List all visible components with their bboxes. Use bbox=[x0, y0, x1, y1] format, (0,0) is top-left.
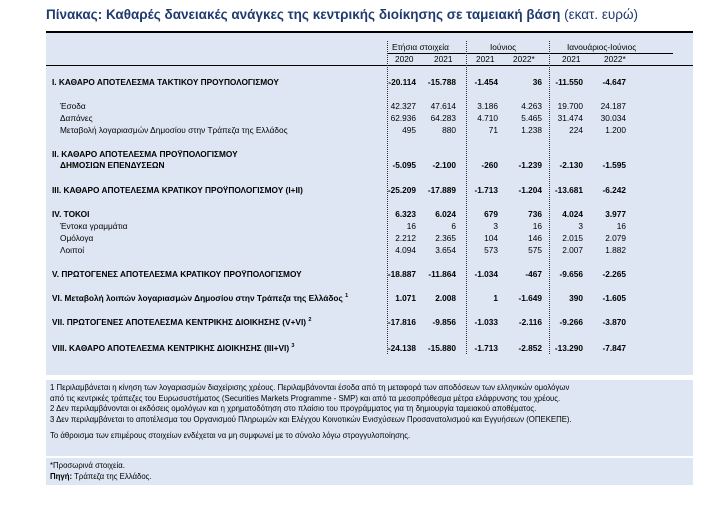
row-label bbox=[52, 209, 89, 219]
row-label-text: Έσοδα bbox=[60, 101, 86, 111]
table-cell: -1.033 bbox=[474, 317, 498, 327]
table-cell: 6.024 bbox=[435, 209, 456, 219]
table-cell: 19.700 bbox=[557, 101, 583, 111]
row-label-text: IV. ΤΟΚΟΙ bbox=[52, 209, 90, 219]
table-cell: -15.788 bbox=[427, 77, 456, 87]
table-cell: 224 bbox=[569, 125, 583, 135]
header-group-annual: Ετήσια στοιχεία bbox=[392, 42, 449, 52]
table-cell: -1.713 bbox=[474, 185, 498, 195]
table-cell: 16 bbox=[532, 221, 542, 231]
table-cell: -6.242 bbox=[602, 185, 626, 195]
table-cell: 64.283 bbox=[430, 113, 456, 123]
col-header: 2021 bbox=[476, 54, 495, 64]
table-cell: 36 bbox=[532, 77, 542, 87]
table-cell: 71 bbox=[488, 125, 498, 135]
table-cell: -3.870 bbox=[602, 317, 626, 327]
table-cell: -9.856 bbox=[432, 317, 456, 327]
table-cell: 573 bbox=[484, 245, 498, 255]
table-cell: -20.114 bbox=[388, 77, 416, 87]
footnotes bbox=[46, 380, 693, 456]
header-group-janjun: Ιανουάριος-Ιούνιος bbox=[567, 42, 637, 52]
table-cell: -17.889 bbox=[427, 185, 456, 195]
footnote-1b: από τις κεντρικές τράπεζες του Ευρωσυστήματος (Securities Markets Programme - SMP) και από τα μεσοπρόθεσμα μέτρα ελάφρυνσης του χρέους. bbox=[50, 393, 561, 403]
table-cell: 4.710 bbox=[477, 113, 498, 123]
table-cell: 6 bbox=[451, 221, 456, 231]
row-label-text: Λοιποί bbox=[60, 245, 85, 255]
table-cell: -1.605 bbox=[602, 293, 626, 303]
row-label-text: Ομόλογα bbox=[60, 233, 94, 243]
row-label bbox=[60, 221, 128, 231]
table-cell: 30.034 bbox=[600, 113, 626, 123]
row-label-text: VI. Μεταβολή λοιπών λογαριασμών Δημοσίου στην Τράπεζα της Ελλάδος bbox=[52, 293, 343, 303]
table-cell: -1.204 bbox=[518, 185, 542, 195]
table-cell: 16 bbox=[616, 221, 626, 231]
table-cell: 1 bbox=[493, 293, 498, 303]
rounding-note: Το άθροισμα των επιμέρους στοιχείων ενδέχεται να μη συμφωνεί με το σύνολο λόγω στρογγυλοποίησης. bbox=[50, 431, 411, 441]
footnote-1a: 1 Περιλαμβάνεται η κίνηση των λογαριασμών διαχείρισης χρέους. Περιλαμβάνονται έσοδα από τη μεταφορά των αποδόσεων των ελληνικών ομολόγων bbox=[50, 383, 570, 392]
title-text: Πίνακας: Καθαρές δανειακές ανάγκες της κεντρικής διοίκησης σε ταμειακή βάση bbox=[46, 7, 561, 22]
table-cell: 575 bbox=[528, 245, 542, 255]
footnote-ref: 3 bbox=[291, 343, 295, 350]
table-cell: 1.071 bbox=[395, 293, 416, 303]
table-cell: 1.200 bbox=[605, 125, 626, 135]
row-label-text: Μεταβολή λογαριασμών Δημοσίου στην Τράπεζα της Ελλάδος bbox=[60, 125, 288, 135]
table-cell: 2.365 bbox=[435, 233, 456, 243]
col-header: 2021 bbox=[434, 54, 453, 64]
table-cell: 2.007 bbox=[562, 245, 583, 255]
column-separator bbox=[549, 41, 551, 354]
table-cell: -1.034 bbox=[474, 269, 498, 279]
table-cell: 679 bbox=[484, 209, 498, 219]
table-cell: 47.614 bbox=[430, 101, 456, 111]
row-label bbox=[60, 233, 93, 243]
table-cell: -1.454 bbox=[474, 77, 498, 87]
table-cell: -2.265 bbox=[602, 269, 626, 279]
table-cell: 4.094 bbox=[395, 245, 416, 255]
table-cell: 880 bbox=[442, 125, 456, 135]
table-cell: 495 bbox=[402, 125, 416, 135]
table-cell: -5.095 bbox=[392, 160, 416, 170]
table-cell: -467 bbox=[525, 269, 542, 279]
table-cell: -260 bbox=[481, 160, 498, 170]
table-cell: -13.290 bbox=[554, 343, 583, 353]
table-panel bbox=[46, 31, 693, 375]
row-label-text: Έντοκα γραμμάτια bbox=[60, 221, 128, 231]
row-label-text: II. ΚΑΘΑΡΟ ΑΠΟΤΕΛΕΣΜΑ ΠΡΟΫΠΟΛΟΓΙΣΜΟΥ bbox=[52, 149, 238, 159]
table-cell: 4.024 bbox=[562, 209, 583, 219]
row-label bbox=[60, 245, 84, 255]
table-cell: -24.138 bbox=[387, 343, 416, 353]
row-label-text: Δαπάνες bbox=[60, 113, 93, 123]
source-line bbox=[46, 471, 693, 482]
table-cell: -25.209 bbox=[387, 185, 416, 195]
table-cell: -2.130 bbox=[559, 160, 583, 170]
table-cell: 104 bbox=[484, 233, 498, 243]
col-header: 2022* bbox=[604, 54, 626, 64]
table-cell: -1.713 bbox=[474, 343, 498, 353]
column-separator bbox=[466, 41, 468, 354]
table-title bbox=[46, 7, 638, 22]
row-label bbox=[60, 125, 288, 135]
table-cell: -15.880 bbox=[427, 343, 456, 353]
table-cell: 3.977 bbox=[605, 209, 626, 219]
row-label bbox=[60, 113, 93, 123]
row-label bbox=[52, 293, 348, 303]
table-cell: 1.238 bbox=[521, 125, 542, 135]
table-cell: 3.186 bbox=[477, 101, 498, 111]
table-cell: 3.654 bbox=[435, 245, 456, 255]
table-cell: 3 bbox=[578, 221, 583, 231]
table-cell: -11.864 bbox=[428, 269, 456, 279]
row-label bbox=[52, 77, 279, 87]
source-label: Πηγή: bbox=[50, 472, 73, 481]
table-cell: 16 bbox=[406, 221, 416, 231]
col-header: 2021 bbox=[562, 54, 581, 64]
table-cell: 42.327 bbox=[390, 101, 416, 111]
table-cell: -18.887 bbox=[387, 269, 416, 279]
table-cell: 4.263 bbox=[521, 101, 542, 111]
footnote-ref: 1 bbox=[345, 293, 349, 300]
table-cell: -4.647 bbox=[602, 77, 626, 87]
row-label bbox=[52, 149, 238, 159]
row-label-continued: ΔΗΜΟΣΙΩΝ ΕΠΕΝΔΥΣΕΩΝ bbox=[60, 160, 165, 170]
row-label bbox=[60, 101, 86, 111]
row-label-text: VII. ΠΡΩΤΟΓΕΝΕΣ ΑΠΟΤΕΛΕΣΜΑ ΚΕΝΤΡΙΚΗΣ ΔΙΟΙΚΗΣΗΣ (V+VI) bbox=[52, 317, 307, 327]
table-cell: 736 bbox=[528, 209, 542, 219]
table-cell: 62.936 bbox=[390, 113, 416, 123]
table-cell: 2.079 bbox=[605, 233, 626, 243]
table-cell: 2.212 bbox=[395, 233, 416, 243]
row-label-text: VIII. ΚΑΘΑΡΟ ΑΠΟΤΕΛΕΣΜΑ ΚΕΝΤΡΙΚΗΣ ΔΙΟΙΚΗΣΗΣ (III+VI) bbox=[52, 343, 290, 353]
table-cell: 390 bbox=[569, 293, 583, 303]
table-cell: 6.323 bbox=[395, 209, 416, 219]
title-unit: (εκατ. ευρώ) bbox=[564, 7, 639, 22]
row-label bbox=[52, 317, 311, 327]
row-label bbox=[52, 185, 303, 195]
footnote-3: 3 Δεν περιλαμβάνεται το αποτέλεσμα του Οργανισμού Πληρωμών και Ελέγχου Κοινοτικών Ενισχύσεων Προσανατολισμού και Εγγυήσεων (ΟΠΕΚΕΠΕ). bbox=[50, 414, 572, 424]
table-cell: -1.239 bbox=[518, 160, 542, 170]
row-label bbox=[52, 343, 294, 353]
table-cell: -13.681 bbox=[554, 185, 583, 195]
header-group-june: Ιούνιος bbox=[490, 42, 517, 52]
col-header: 2022* bbox=[513, 54, 535, 64]
column-separator bbox=[387, 41, 389, 354]
table-cell: -9.266 bbox=[559, 317, 583, 327]
table-cell: -2.116 bbox=[518, 317, 542, 327]
provisional-note: *Προσωρινά στοιχεία. bbox=[50, 461, 125, 470]
row-label bbox=[52, 269, 302, 279]
table-cell: 2.015 bbox=[562, 233, 583, 243]
row-label-text: V. ΠΡΩΤΟΓΕΝΕΣ ΑΠΟΤΕΛΕΣΜΑ ΚΡΑΤΙΚΟΥ ΠΡΟΫΠΟΛΟΓΙΣΜΟΥ bbox=[52, 269, 302, 279]
row-label-text: III. ΚΑΘΑΡΟ ΑΠΟΤΕΛΕΣΜΑ ΚΡΑΤΙΚΟΥ ΠΡΟΫΠΟΛΟΓΙΣΜΟΥ (I+II) bbox=[52, 185, 303, 195]
table-cell: -17.816 bbox=[387, 317, 416, 327]
table-cell: -1.649 bbox=[518, 293, 542, 303]
table-cell: 2.008 bbox=[435, 293, 456, 303]
header-bottom-rule bbox=[46, 65, 693, 66]
source-text: Τράπεζα της Ελλάδος. bbox=[74, 472, 152, 481]
col-header: 2020 bbox=[395, 54, 414, 64]
footnote-2: 2 Δεν περιλαμβάνονται οι εκδόσεις ομολόγων και η χρηματοδότηση στο πλαίσιο του προγράμματος για τη δημιουργία ταμειακού αποθέματος. bbox=[50, 404, 537, 414]
table-cell: 31.474 bbox=[557, 113, 583, 123]
table-cell: 3 bbox=[493, 221, 498, 231]
table-cell: 1.882 bbox=[605, 245, 626, 255]
table-cell: 24.187 bbox=[600, 101, 626, 111]
source-box bbox=[46, 458, 693, 485]
table-cell: -2.100 bbox=[432, 160, 456, 170]
footnote-ref: 2 bbox=[308, 317, 312, 324]
table-cell: 5.465 bbox=[521, 113, 542, 123]
table-cell: -11.550 bbox=[555, 77, 583, 87]
table-cell: -2.852 bbox=[518, 343, 542, 353]
table-cell: -7.847 bbox=[602, 343, 626, 353]
table-cell: 146 bbox=[528, 233, 542, 243]
table-cell: -1.595 bbox=[602, 160, 626, 170]
table-cell: -9.656 bbox=[559, 269, 583, 279]
row-label-text: I. ΚΑΘΑΡΟ ΑΠΟΤΕΛΕΣΜΑ ΤΑΚΤΙΚΟΥ ΠΡΟΥΠΟΛΟΓΙΣΜΟΥ bbox=[52, 77, 279, 87]
